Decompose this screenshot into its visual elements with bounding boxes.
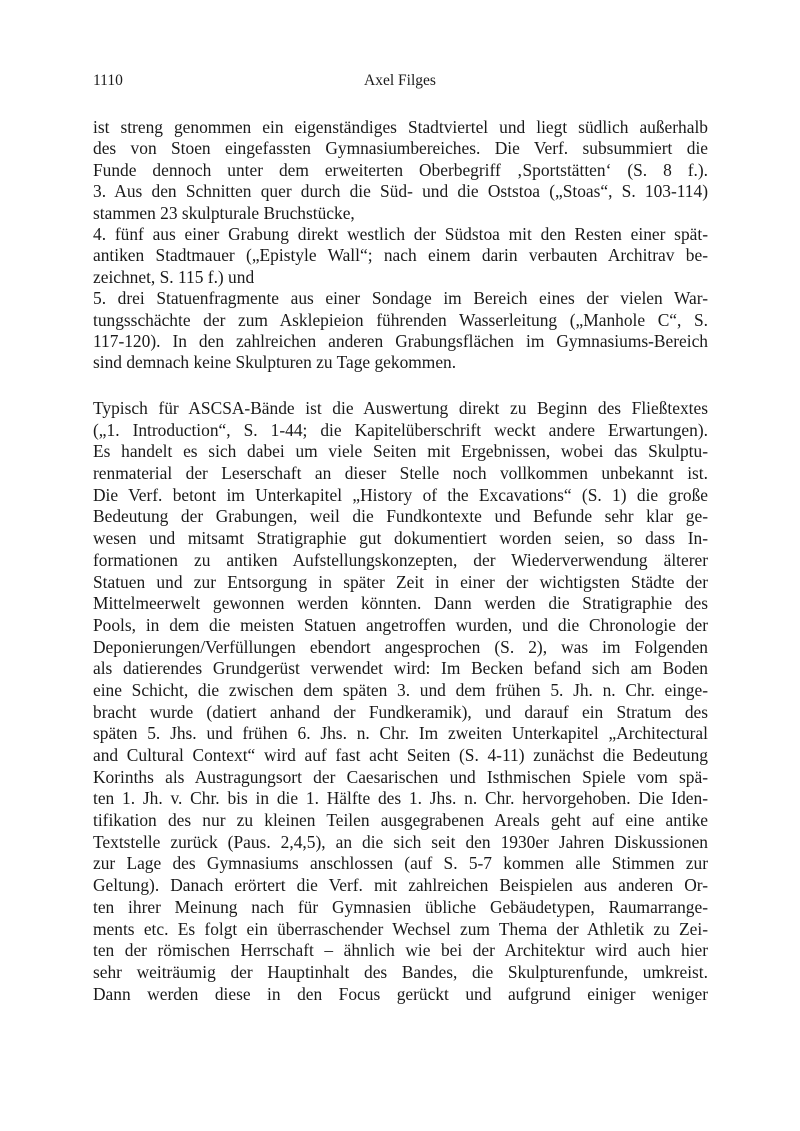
text-line: 117-120). In den zahlreichen anderen Grabungsflächen im Gymnasiums-Bereich <box>93 330 708 351</box>
running-head: Axel Filges <box>364 72 436 89</box>
text-line: Statuen und zur Entsorgung in später Zeit in einer der wichtigsten Städte der <box>93 571 708 592</box>
text-line: Mittelmeerwelt gewonnen werden könnten. Dann werden die Stratigraphie des <box>93 593 708 614</box>
text-line: tifikation des nur zu kleinen Teilen ausgegrabenen Areals geht auf eine antike <box>93 810 708 831</box>
text-line: zeichnet, S. 115 f.) und <box>93 266 255 287</box>
text-line: eine Schicht, die zwischen dem späten 3. und dem frühen 5. Jh. n. Chr. einge- <box>93 679 708 700</box>
text-line: antiken Stadtmauer („Epistyle Wall“; nach einem darin verbauten Architrav be- <box>93 245 708 266</box>
text-line: stammen 23 skulpturale Bruchstücke, <box>93 202 355 223</box>
text-line: 3. Aus den Schnitten quer durch die Süd- und die Oststoa („Stoas“, S. 103-114) <box>93 181 708 202</box>
text-line: bracht wurde (datiert anhand der Fundkeramik), und darauf ein Stratum des <box>93 701 708 722</box>
text-line: Textstelle zurück (Paus. 2,4,5), an die sich seit den 1930er Jahren Diskussionen <box>93 831 708 852</box>
text-line: ist streng genommen ein eigenständiges Stadtviertel und liegt südlich außerhalb <box>93 117 708 137</box>
text-line: ten der römischen Herrschaft – ähnlich wie bei der Architektur wird auch hier <box>93 940 708 961</box>
text-line: ments etc. Es folgt ein überraschender Wechsel zum Thema der Athletik zu Zei- <box>93 918 708 939</box>
text-line: Korinths als Austragungsort der Caesarischen und Isthmischen Spiele vom spä- <box>93 766 708 787</box>
text-line: Es handelt es sich dabei um viele Seiten mit Ergebnissen, wobei das Skulptu- <box>93 441 708 462</box>
text-line: („1. Introduction“, S. 1-44; die Kapitelüberschrift weckt andere Erwartungen). <box>93 419 708 440</box>
text-line: späten 5. Jhs. und frühen 6. Jhs. n. Chr. Im zweiten Unterkapitel „Architectural <box>93 723 708 744</box>
text-line: Pools, in dem die meisten Statuen angetroffen wurden, und die Chronologie der <box>93 614 708 635</box>
text-line: wesen und mitsamt Stratigraphie gut dokumentiert worden seien, so dass In- <box>93 528 708 549</box>
text-line: formationen zu antiken Aufstellungskonzepten, der Wiederverwendung älterer <box>93 549 708 570</box>
text-line: Dann werden diese in den Focus gerückt und aufgrund einiger weniger <box>93 983 708 1004</box>
text-line: 5. drei Statuenfragmente aus einer Sondage im Bereich eines der vielen War- <box>93 288 708 309</box>
text-line: Typisch für ASCSA-Bände ist die Auswertung direkt zu Beginn des Fließtextes <box>93 398 708 418</box>
text-line: ten 1. Jh. v. Chr. bis in die 1. Hälfte des 1. Jhs. n. Chr. hervorgehoben. Die Iden- <box>93 788 708 809</box>
text-line: des von Stoen eingefassten Gymnasiumbereiches. Die Verf. subsummiert die <box>93 138 708 159</box>
text-line: 4. fünf aus einer Grabung direkt westlich der Südstoa mit den Resten einer spät- <box>93 223 708 244</box>
text-line: sind demnach keine Skulpturen zu Tage gekommen. <box>93 352 457 373</box>
text-line: Geltung). Danach erörtert die Verf. mit zahlreichen Beispielen aus anderen Or- <box>93 875 708 896</box>
text-line: renmaterial der Leserschaft an dieser Stelle noch vollkommen unbekannt ist. <box>93 463 708 484</box>
text-line: Die Verf. betont im Unterkapitel „History of the Excavations“ (S. 1) die große <box>93 484 708 505</box>
text-line: Funde dennoch unter dem erweiterten Oberbegriff ‚Sportstätten‘ (S. 8 f.). <box>93 159 708 180</box>
text-line: ten ihrer Meinung nach für Gymnasien übliche Gebäudetypen, Raumarrange- <box>93 896 708 917</box>
text-line: Deponierungen/Verfüllungen ebendort angesprochen (S. 2), was im Folgenden <box>93 636 708 657</box>
text-line: zur Lage des Gymnasiums anschlossen (auf S. 5-7 kommen alle Stimmen zur <box>93 853 708 874</box>
body-paragraph <box>93 398 708 1005</box>
text-line: als datierendes Grundgerüst verwendet wird: Im Becken befand sich am Boden <box>93 658 708 679</box>
text-line: sehr weiträumig der Hauptinhalt des Bandes, die Skulpturenfunde, umkreist. <box>93 961 708 982</box>
body-paragraph <box>93 117 708 374</box>
text-line: tungsschächte der zum Asklepieion führenden Wasserleitung („Manhole C“, S. <box>93 309 708 330</box>
page-number: 1110 <box>93 72 123 89</box>
text-line: Bedeutung der Grabungen, weil die Fundkontexte und Befunde sehr klar ge- <box>93 506 708 527</box>
text-line: and Cultural Context“ wird auf fast acht Seiten (S. 4-11) zunächst die Bedeutung <box>93 745 708 765</box>
